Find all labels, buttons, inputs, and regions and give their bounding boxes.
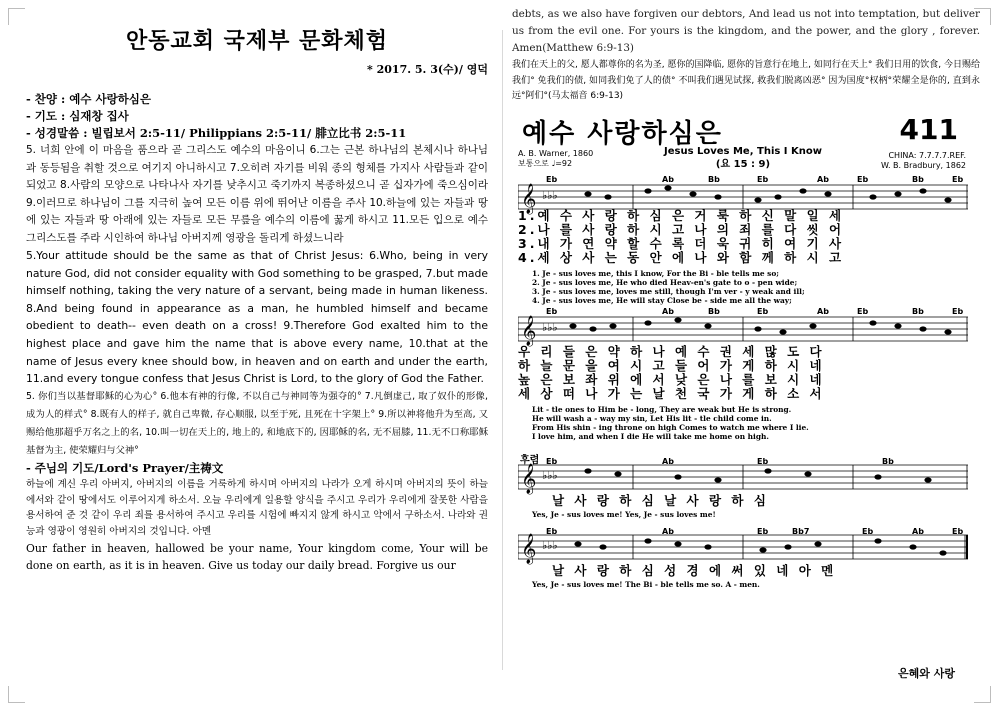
chord-symbol: Bb xyxy=(912,306,924,316)
hymn-meta-right xyxy=(881,151,966,171)
notes-system-1 xyxy=(584,185,951,202)
staff-system-3 xyxy=(518,457,968,497)
chord-symbol: Ab xyxy=(817,306,829,316)
hymn-tempo: 보통으로 ♩=92 xyxy=(518,158,573,168)
verses-english-1 xyxy=(532,269,972,305)
refrain-english-1: Yes, Je - sus loves me! Yes, Je - sus loves me! xyxy=(532,509,716,519)
hymn-reference: (요 15 : 9) xyxy=(715,158,771,170)
chord-symbol: Eb xyxy=(862,526,874,536)
svg-text:♭♭♭: ♭♭♭ xyxy=(542,320,558,334)
svg-text:♭♭♭: ♭♭♭ xyxy=(542,468,558,482)
chord-symbol: Bb7 xyxy=(792,526,810,536)
verse-en-1-line2: 2. Je - sus loves me, He who died Heav-en's gate to o - pen wide; xyxy=(532,277,798,287)
column-divider xyxy=(502,30,503,670)
verses-english-2 xyxy=(532,405,972,441)
event-date: * 2017. 5. 3(수)/ 영덕 xyxy=(367,63,488,76)
chord-symbol: Ab xyxy=(662,456,674,466)
chord-symbol: Eb xyxy=(757,306,769,316)
svg-text:♭♭♭: ♭♭♭ xyxy=(542,538,558,552)
chord-symbol: Bb xyxy=(708,174,720,184)
verse-ko-1-line1: 1.예 수 사 랑 하 심 은 거 룩 하 신 말 일 세 xyxy=(518,207,845,223)
svg-text:𝄞: 𝄞 xyxy=(521,533,537,564)
chord-symbol: Ab xyxy=(912,526,924,536)
chord-symbol: Eb xyxy=(952,526,964,536)
verse-ko-2-line3: 높 은 보 좌 위 에 서 낮 은 나 를 보 시 네 xyxy=(518,371,825,387)
chord-symbol: Ab xyxy=(662,526,674,536)
chord-symbol: Ab xyxy=(662,306,674,316)
hymn-meter: CHINA: 7.7.7.7.REF. xyxy=(888,150,966,160)
crop-mark-bottom-right xyxy=(974,686,991,703)
staff-system-4 xyxy=(518,527,968,567)
verse-ko-1-line4: 4.세 상 사 는 동 안 에 나 와 함 께 하 시 고 xyxy=(518,249,845,265)
chord-symbol: Eb xyxy=(546,456,558,466)
chord-symbol: Eb xyxy=(546,526,558,536)
scripture-chinese: 5. 你们当以基督耶稣的心为心° 6.他本有神的行像, 不以自己与神同等为强夺的° 7.凡倒虚己, 取了奴仆的形像, 成为人的样式° 8.既有人的样子, 就自己卑微, 存心顺服, 以至于死, 且死在十字架上° 9.所以神将他升为至高, 又赐给他那超乎万名之上的名, 10.叫一切在天上的, 地上的, 和地底下的, 因耶稣的名, 无不屈膝, 11.无不口称耶稣基督为主, 使荣耀归与父神° xyxy=(26,390,488,456)
chord-symbol: Eb xyxy=(857,306,869,316)
notes-system-2 xyxy=(569,317,951,334)
right-column xyxy=(512,6,980,593)
svg-text:𝄞: 𝄞 xyxy=(521,183,537,214)
verse-en-2-line3: From His shin - ing throne on high Comes to watch me where I lie. xyxy=(532,422,809,432)
chord-symbol: Eb xyxy=(857,174,869,184)
left-column xyxy=(26,18,488,574)
hymn-number: 411 xyxy=(899,112,958,146)
chord-symbol: Eb xyxy=(757,526,769,536)
verse-en-2-line2: He will wash a - way my sin, Let His lit - tle child come in. xyxy=(532,413,772,423)
notes-system-3 xyxy=(584,468,931,482)
scripture-korean: 5. 너희 안에 이 마음을 품으라 곧 그리스도 예수의 마음이니 6.그는 근본 하나님의 본체시나 하나님과 동등됨을 취할 것으로 여기지 아니하시고 7.오히려 자기를 비워 종의 형체를 가지사 사람들과 같이 되었고 8.사람의 모양으로 나타나사 자기를 낮추시고 죽기까지 복종하셨으니 곧 십자가에 죽으심이라 9.이러므로 하나님이 그를 지극히 높여 모든 이름 위에 뛰어난 이름을 주사 10.하늘에 있는 자들과 땅에 있는 자들과 땅 아래에 있는 자들로 모든 무릎을 예수의 이름에 꿇게 하시고 11.모든 입으로 예수 그리스도를 주라 시인하여 하나님 아버지께 영광을 돌리게 하셨느니라 xyxy=(26,144,488,244)
chord-symbol: Eb xyxy=(757,174,769,184)
prayer-item: - 기도 : 심재창 집사 xyxy=(26,109,129,123)
staff-system-2 xyxy=(518,306,968,349)
hymn-sheet xyxy=(512,113,972,593)
svg-text:𝄞: 𝄞 xyxy=(521,463,537,494)
svg-text:♭♭♭: ♭♭♭ xyxy=(542,188,558,202)
lords-prayer-korean: 하늘에 계신 우리 아버지, 아버지의 이름을 거룩하게 하시며 아버지의 나라가 오게 하시며 아버지의 뜻이 하늘에서와 같이 땅에서도 이루어지게 하소서. 오늘 우리에게 일용할 양식을 주시고 우리가 우리에게 잘못한 사람을 용서하여 준 것 같이 우리 죄를 용서하여 주시고 우리를 시험에 빠지지 않게 하시고 악에서 구하소서. 나라와 권능과 영광이 영원히 아버지의 것입니다. 아멘 xyxy=(26,478,488,538)
chord-symbol: Bb xyxy=(882,456,894,466)
refrain-korean-2: 날 사 랑 하 심 성 경 에 써 있 네 아 멘 xyxy=(552,562,837,578)
verse-ko-2-line2: 하 늘 문 을 여 시 고 들 어 가 게 하 시 네 xyxy=(518,357,825,373)
verse-en-2-line4: I love him, and when I die He will take me home on high. xyxy=(532,431,769,441)
chord-symbol: Eb xyxy=(546,306,558,316)
verse-ko-1-line3: 3.내 가 연 약 할 수 록 더 욱 귀 히 여 기 사 xyxy=(518,235,845,251)
hymn-composer-right: W. B. Bradbury, 1862 xyxy=(880,160,966,170)
chord-symbol: Eb xyxy=(952,306,964,316)
hymn-composer-left: A. B. Warner, 1860 xyxy=(518,148,594,158)
hymn-meta-left xyxy=(518,149,593,169)
verses-korean-2 xyxy=(518,345,968,401)
hymn-english-title: Jesus Loves Me, This I Know xyxy=(664,145,822,157)
crop-mark-top-left xyxy=(8,8,25,25)
chord-symbol: Eb xyxy=(952,174,964,184)
scripture-english: 5.Your attitude should be the same as that of Christ Jesus: 6.Who, being in very nature God, did not consider equality with God something to be grasped, 7.but made himself nothing, taking the very nature of a servant, being made in human likeness. 8.And being found in appearance as a man, he humbled himself and became obedient to death-- even death on a cross! 9.Therefore God exalted him to the highest place and gave him the name that is above every name, 10.that at the name of Jesus every knee should bow, in heaven and on earth and under the earth, 11.and every tongue confess that Jesus Christ is Lord, to the glory of God the Father. xyxy=(26,249,488,386)
verse-ko-2-line1: 우 리 들 은 약 하 나 예 수 권 세 많 도 다 xyxy=(518,343,825,359)
verse-en-2-line1: Lit - tle ones to Him be - long, They are weak but He is strong. xyxy=(532,404,792,414)
verse-en-1-line1: 1. Je - sus loves me, this I know, For the Bi - ble tells me so; xyxy=(532,268,779,278)
refrain-label: 후렴 xyxy=(520,454,540,466)
scripture-item: - 성경말씀 : 빌립보서 2:5-11/ Philippians 2:5-11/ 腓立比书 2:5-11 xyxy=(26,126,407,140)
chord-symbol: Bb xyxy=(708,306,720,316)
chord-symbol: Ab xyxy=(817,174,829,184)
chord-symbol: Eb xyxy=(757,456,769,466)
hymn-title: 예수 사랑하심은 xyxy=(522,118,723,149)
crop-mark-bottom-left xyxy=(8,686,25,703)
page-title: 안동교회 국제부 문화체험 xyxy=(125,28,389,54)
verse-ko-2-line4: 세 상 떠 나 가 는 날 천 국 가 게 하 소 서 xyxy=(518,385,825,401)
verses-korean-1 xyxy=(518,209,968,265)
verse-ko-1-line2: 2.나 를 사 랑 하 시 고 나 의 죄 를 다 씻 어 xyxy=(518,221,845,237)
refrain-english-2: Yes, Je - sus loves me! The Bi - ble tells me so. A - men. xyxy=(532,579,760,589)
lords-prayer-english-part2: debts, as we also have forgiven our debtors, And lead us not into temptation, but deliver us from the evil one. For yours is the kingdom, and the power, and the glory , forever. Amen(Matthew 6:9-13) xyxy=(512,8,980,54)
hymn-subtitle xyxy=(664,145,822,171)
lords-prayer-english-part1: Our father in heaven, hallowed be your name, Your kingdom come, Your will be done on earth, as it is in heaven. Give us today our daily bread. Forgive us our xyxy=(26,541,488,572)
verse-en-1-line4: 4. Je - sus loves me, He will stay Close be - side me all the way; xyxy=(532,295,792,305)
chord-symbol: Ab xyxy=(662,174,674,184)
hymn-item: - 찬양 : 예수 사랑하심은 xyxy=(26,92,152,106)
refrain-korean-1: 날 사 랑 하 심 날 사 랑 하 심 xyxy=(552,492,769,508)
verse-en-1-line3: 3. Je - sus loves me, loves me still, though I'm ver - y weak and ill; xyxy=(532,286,805,296)
chord-symbol: Eb xyxy=(546,174,558,184)
chord-symbol: Bb xyxy=(912,174,924,184)
footer-label: 은혜와 사랑 xyxy=(898,667,955,680)
lords-prayer-chinese: 我们在天上的父, 愿人都尊你的名为圣, 愿你的国降临, 愿你的旨意行在地上, 如同行在天上° 我们日用的饮食, 今日赐给我们° 免我们的债, 如同我们免了人的债° 不叫我们遇见试探, 救我们脱离凶恶° 因为国度°权柄°荣耀全是你的, 直到永远°阿们°(马太福音 6:9-13) xyxy=(512,60,980,101)
svg-text:𝄞: 𝄞 xyxy=(521,315,537,346)
lords-prayer-item: - 주님의 기도/Lord's Prayer/主祷文 xyxy=(26,460,224,475)
